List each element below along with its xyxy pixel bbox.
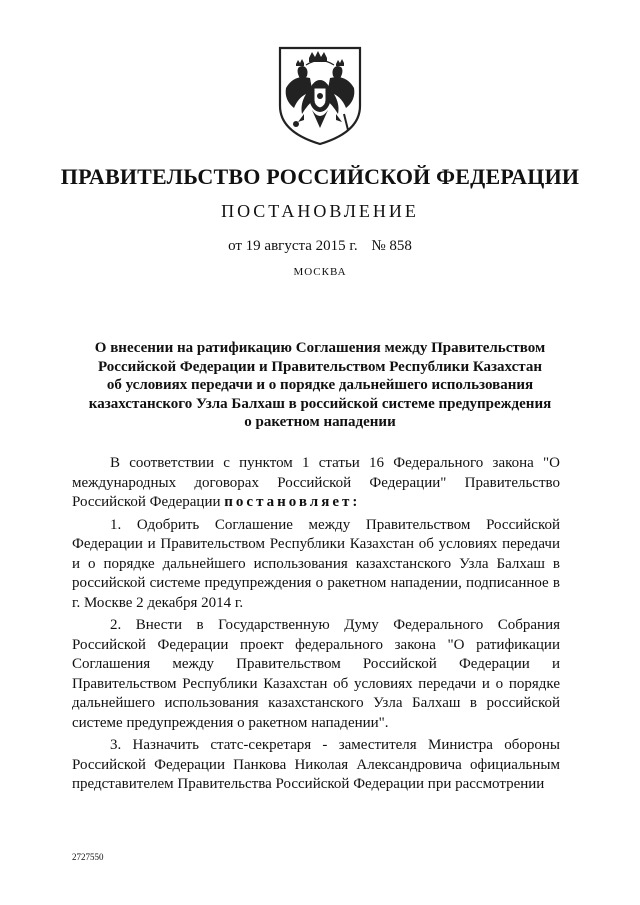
date-number-line [0,238,640,255]
document-heading [70,339,570,432]
heading-line: о ракетном нападении [244,414,396,430]
city: МОСКВА [293,266,347,278]
document-number: 858 [389,238,412,254]
heading-line: казахстанского Узла Балхаш в российской системе предупреждения [88,395,552,412]
heading-line: О внесении на ратификацию Соглашения между Правительством [94,340,546,356]
document-code: 2727550 [72,852,104,862]
item-2-paragraph: 2. Внести в Государственную Думу Федерального Собрания Российской Федерации проект федерального закона "О ратификации Соглашения между Правительством Российской Федерации и Правительством Республики Казахстан об условиях передачи и о порядке дальнейшего использования казахстанского Узла Балхаш в российской системе предупреждения о ракетном нападении". [72,617,560,731]
intro-paragraph [72,454,560,513]
intro-text: В соответствии с пунктом 1 статьи 16 Федерального закона "О международных договорах Российской Федерации" Правительство Российской Федерации [72,455,560,510]
document-body [72,454,560,795]
document-date: от 19 августа 2015 г. [228,238,358,254]
item-3-paragraph: 3. Назначить статс-секретаря - заместителя Министра обороны Российской Федерации Панкова Николая Александровича официальным представителем Правительства Российской Федерации при рассмотрении [72,737,560,792]
item-1-paragraph: 1. Одобрить Соглашение между Правительством Российской Федерации и Правительством Республики Казахстан об условиях передачи и о порядке дальнейшего использования казахстанского Узла Балхаш в российской системе предупреждения о ракетном нападении, подписанное в г. Москве 2 декабря 2014 г. [72,516,560,611]
number-sign: № [371,238,386,254]
heading-line: об условиях передачи и о порядке дальнейшего использования [106,377,534,393]
document-type: ПОСТАНОВЛЕНИЕ [221,201,419,221]
government-title: ПРАВИТЕЛЬСТВО РОССИЙСКОЙ ФЕДЕРАЦИИ [60,164,580,189]
heading-line: Российской Федерации и Правительством Республики Казахстан [98,358,542,375]
resolves-word: постановляет: [224,494,361,510]
russian-coat-of-arms-icon [276,44,364,146]
